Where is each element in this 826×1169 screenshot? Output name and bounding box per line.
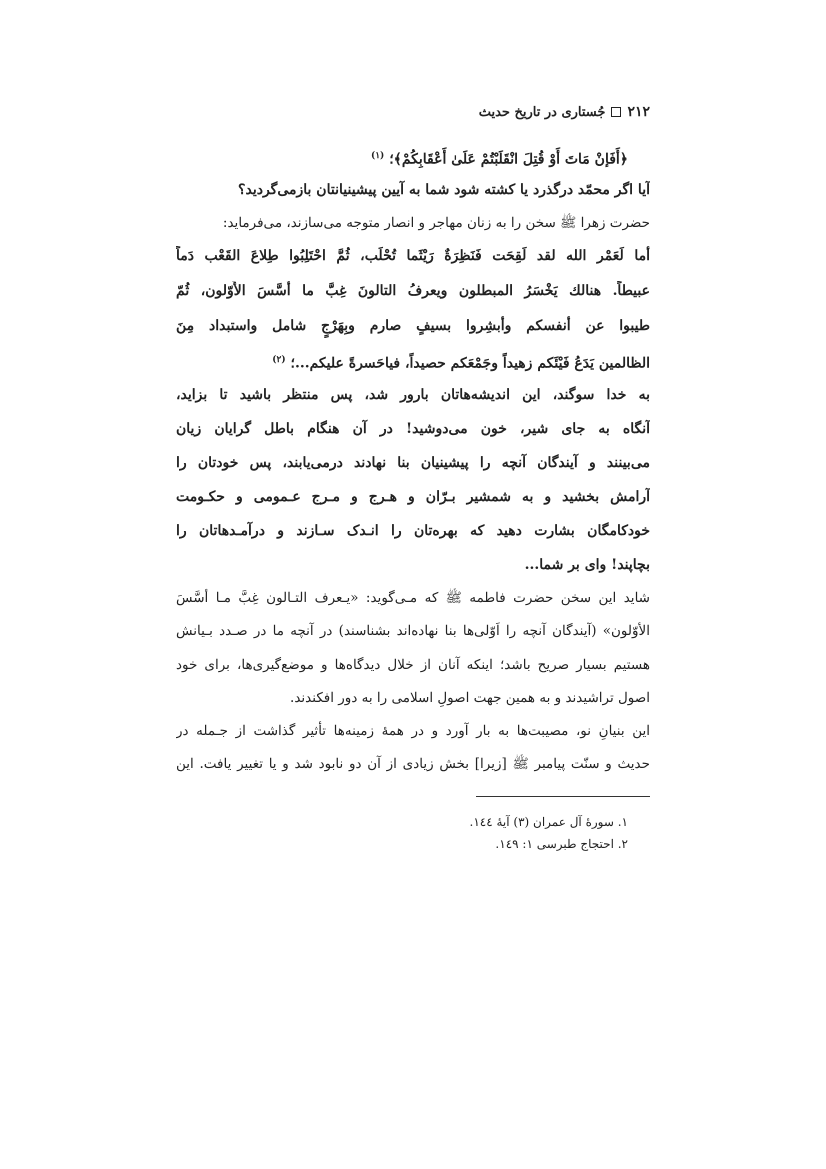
body-line: حضرت زهرا ﷺ سخن را به زنان مهاجر و انصار متوجه می‌سازند، می‌فرماید: [222,215,650,231]
arabic-quote-line: أما لَعَمْر الله لقد لَقِحَت فَنَظِرَةٌ رَيْثَما تُحْلَب، ثُمَّ احْتَلِبُوا طِلاعَ القَعْب دَماً [176,248,650,264]
quran-verse: ﴿أَفَإِنْ مَاتَ أَوْ قُتِلَ انْقَلَبْتُمْ عَلَىٰ أَعْقَابِكُمْ﴾؛ [389,151,628,168]
persian-translation-line: آنگاه به جای شیر، خون می‌دوشید! در آن هنگام باطل گرایان زیان [176,421,650,437]
footnote-divider [476,796,650,797]
footnote-2: ۲. احتجاج طبرسی ۱: ۱٤۹. [495,837,628,851]
body-line: شاید این سخن حضرت فاطمه ﷺ که مـی‌گوید: «یـعرف التـالون غِبَّ مـا أَسَّسَ [176,590,650,606]
square-icon [611,107,621,117]
page-number: ۲۱۲ [627,104,650,120]
persian-translation-line: خودکامگان بشارت دهید که بهره‌تان را انـدک سـازند و درآمـدهاتان را [176,523,650,539]
footnote-1: ۱. سورهٔ آل عمران (۳) آیهٔ ۱٤٤. [469,815,628,829]
quran-verse-line [154,146,650,168]
running-title: جُستاری در تاریخ حدیث [478,104,606,120]
body-line: اصول تراشیدند و به همین جهت اصولِ اسلامی را به دور افکندند. [290,690,650,706]
translation-line: آیا اگر محمّد درگذرد یا کشته شود شما به آیین پیشینیانتان بازمی‌گردید؟ [238,182,650,198]
body-line: این بنیانِ نو، مصیبت‌ها به بار آورد و در همهٔ زمینه‌ها تأثیر گذاشت از جـمله در [176,723,650,739]
arabic-quote-line: طيبوا عن أنفسكم وأبشِروا بسيفٍ صارم وبِهَرْجٍ شامل واستبداد مِنَ [176,318,650,334]
arabic-quote-end: الظالمين يَدَعُ فَيْئَكم زهيداً وجَمْعَكم حصيداً، فياحَسرةً عليكم...؛ [290,355,650,372]
footnote-mark-1: (۱) [370,151,385,161]
arabic-quote-line-last [176,350,650,372]
footnote-mark-2: (۲) [272,355,286,365]
body-line: حدیث و سنّت پیامبر ﷺ [زیرا] بخش زیادی از آن دو نابود شد و یا تغییر یافت. این [176,756,650,772]
persian-translation-line: بچاپند! وای بر شما... [524,557,650,573]
arabic-quote-line: عبيطاً. هنالك يَخْسَرُ المبطلون ويعرفُ التالونَ غِبَّ ما أَسَّسَ الأَوّلون، ثُمّ [176,283,650,299]
persian-translation-line: می‌بینند و آیندگان آنچه را پیشینیان بنا نهادند درمی‌یابند، پس خودتان را [176,455,650,471]
body-line: هستیم بسیار صریح باشد؛ اینکه آنان از خلال دیدگاه‌ها و موضع‌گیری‌ها، برای خود [176,657,650,673]
persian-translation-line: آرامش بخشید و به شمشیر بـرّان و هـرج و مـرج عـمومی و حکـومت [176,489,650,505]
persian-translation-line: به خدا سوگند، این اندیشه‌هاتان بارور شد، پس منتظر باشید تا بزاید، [176,387,650,403]
body-line: الأوّلون» (آیندگان آنچه را اَوّلی‌ها بنا نهاده‌اند بشناسند) در آنچه ما در صـدد بـیانش [176,623,650,639]
running-header [176,104,650,120]
